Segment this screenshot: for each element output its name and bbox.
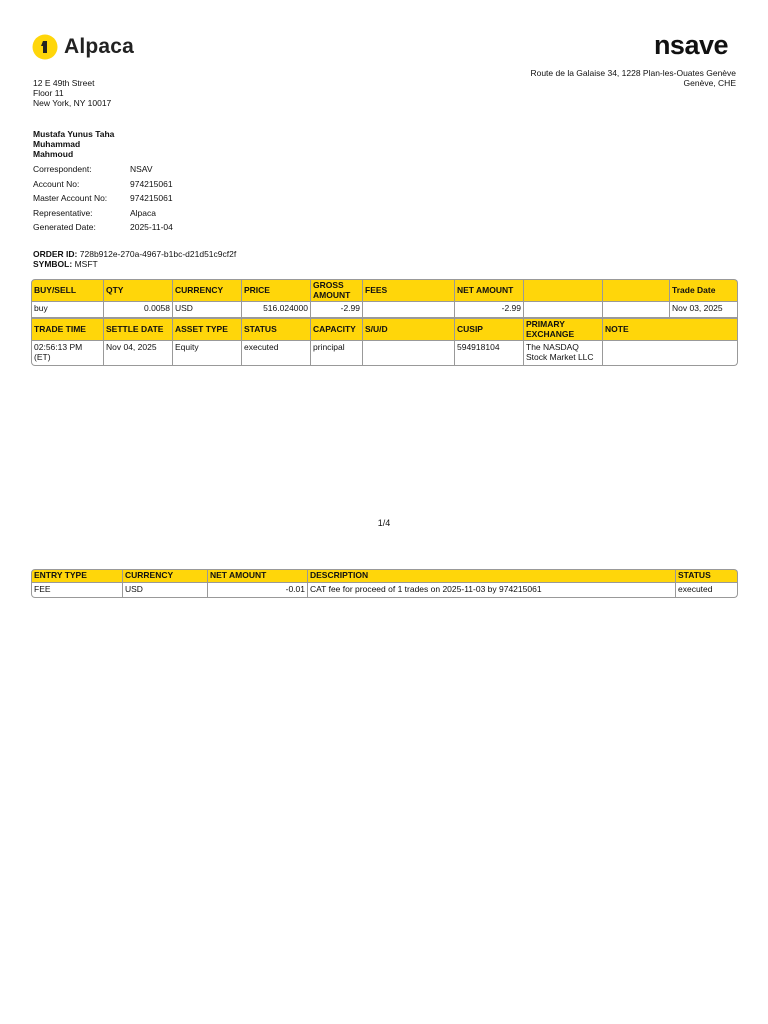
col-header: NET AMOUNT: [208, 569, 308, 583]
col-header: STATUS: [676, 569, 738, 583]
cell: principal: [311, 341, 363, 366]
address-line: New York, NY 10017: [33, 98, 112, 108]
col-header: Trade Date: [670, 279, 738, 302]
col-header: STATUS: [242, 318, 311, 341]
info-label: Representative:: [33, 207, 93, 218]
cell: -0.01: [208, 583, 308, 598]
col-header: TRADE TIME: [31, 318, 104, 341]
cell: 594918104: [455, 341, 524, 366]
entries-table: [31, 569, 738, 598]
address-line: Route de la Galaise 34, 1228 Plan-les-Ouates Genève: [530, 68, 736, 78]
alpaca-logo: [32, 34, 134, 60]
col-header: CURRENCY: [173, 279, 242, 302]
info-label: Master Account No:: [33, 193, 108, 204]
table-row: [31, 583, 738, 598]
address-line: Genève, CHE: [683, 78, 736, 88]
cell: executed: [676, 583, 738, 598]
alpaca-logo-icon: [32, 34, 58, 60]
col-header: [524, 279, 603, 302]
cell: -2.99: [455, 302, 524, 318]
cell: [603, 341, 738, 366]
customer-name: [33, 129, 143, 159]
alpaca-logo-text: Alpaca: [64, 35, 135, 58]
info-row: [33, 206, 173, 221]
cell: CAT fee for proceed of 1 trades on 2025-11-03 by 974215061: [308, 583, 676, 598]
info-label: Account No:: [33, 178, 80, 189]
customer-name-line: Mahmoud: [33, 149, 74, 159]
col-header: CURRENCY: [123, 569, 208, 583]
col-header: NET AMOUNT: [455, 279, 524, 302]
cell: [363, 341, 455, 366]
col-header: S/U/D: [363, 318, 455, 341]
cell: -2.99: [311, 302, 363, 318]
nsave-address: [530, 68, 736, 88]
col-header: ENTRY TYPE: [31, 569, 123, 583]
customer-name-line: Mustafa Yunus Taha: [33, 129, 115, 139]
col-header: NOTE: [603, 318, 738, 341]
cell: The NASDAQ Stock Market LLC: [524, 341, 603, 366]
account-info: [33, 162, 173, 235]
col-header: SETTLE DATE: [104, 318, 173, 341]
info-row: [33, 191, 173, 206]
info-value: 974215061: [130, 193, 173, 204]
trade-header-row: [31, 318, 738, 341]
info-value: Alpaca: [130, 207, 156, 218]
col-header: DESCRIPTION: [308, 569, 676, 583]
entries-header-row: [31, 569, 738, 583]
cell: 02:56:13 PM (ET): [31, 341, 104, 366]
cell: FEE: [31, 583, 123, 598]
nsave-logo: nsave: [653, 30, 728, 60]
cell: [603, 302, 670, 318]
col-header: PRIMARY EXCHANGE: [524, 318, 603, 341]
info-label: Correspondent:: [33, 164, 92, 175]
info-row: [33, 177, 173, 192]
col-header: [603, 279, 670, 302]
info-label: Generated Date:: [33, 222, 96, 233]
symbol-value: MSFT: [74, 259, 98, 269]
col-header: ASSET TYPE: [173, 318, 242, 341]
address-line: Floor 11: [33, 88, 64, 98]
cell: executed: [242, 341, 311, 366]
table-row: [31, 302, 738, 318]
col-header: GROSS AMOUNT: [311, 279, 363, 302]
col-header: CAPACITY: [311, 318, 363, 341]
cell: USD: [123, 583, 208, 598]
cell: [524, 302, 603, 318]
col-header: QTY: [104, 279, 173, 302]
info-value: 2025-11-04: [130, 222, 173, 233]
order-id-value: 728b912e-270a-4967-b1bc-d21d51c9cf2f: [79, 249, 237, 259]
customer-name-line: Muhammad: [33, 139, 81, 149]
col-header: PRICE: [242, 279, 311, 302]
col-header: BUY/SELL: [31, 279, 104, 302]
cell: 0.0058: [104, 302, 173, 318]
table-row: [31, 341, 738, 366]
alpaca-address: [33, 78, 111, 108]
trade-table: [31, 279, 738, 366]
info-value: 974215061: [130, 178, 173, 189]
cell: buy: [31, 302, 104, 318]
symbol-label: SYMBOL:: [33, 259, 73, 269]
trade-header-row: [31, 279, 738, 302]
cell: USD: [173, 302, 242, 318]
cell: Equity: [173, 341, 242, 366]
cell: Nov 04, 2025: [104, 341, 173, 366]
address-line: 12 E 49th Street: [33, 78, 95, 88]
cell: 516.024000: [242, 302, 311, 318]
order-id-label: ORDER ID:: [33, 249, 78, 259]
order-summary: [33, 249, 236, 269]
page-number: 1/4: [377, 518, 391, 528]
info-value: NSAV: [130, 164, 153, 175]
cell: [363, 302, 455, 318]
col-header: FEES: [363, 279, 455, 302]
cell: Nov 03, 2025: [670, 302, 738, 318]
col-header: CUSIP: [455, 318, 524, 341]
info-row: [33, 220, 173, 235]
info-row: [33, 162, 173, 177]
